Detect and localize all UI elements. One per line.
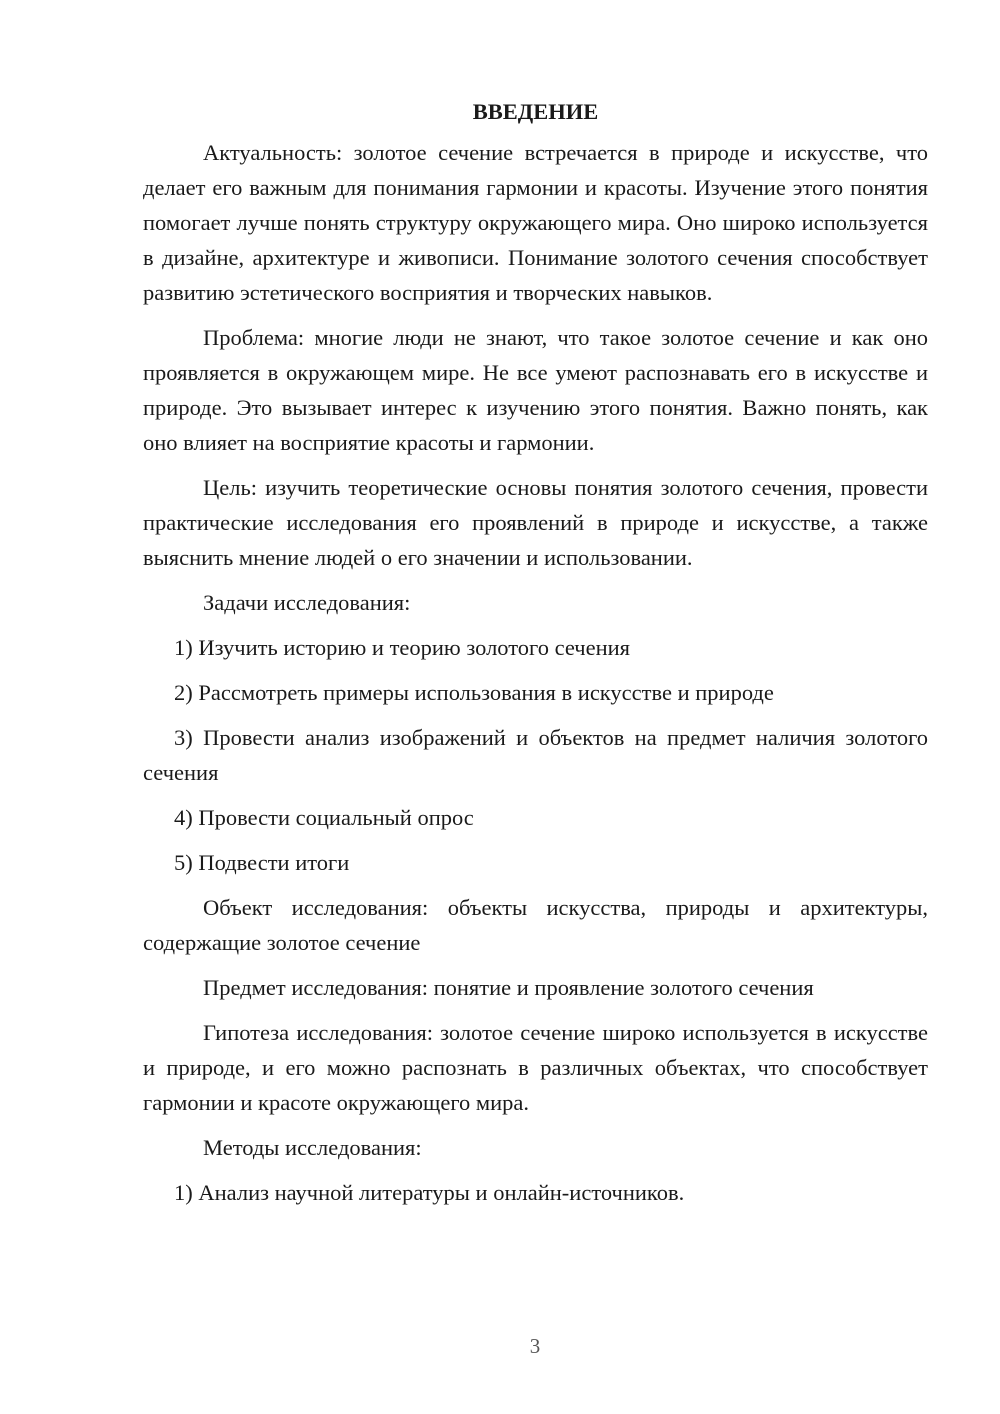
problem-paragraph: Проблема: многие люди не знают, что такое золотое сечение и как оно проявляется в окружающем мире. Не все умеют распознавать его в искусстве и природе. Это вызывает интерес к изучению этого понятия. Важно понять, как оно влияет на восприятие красоты и гармонии. [143,325,928,455]
task-item: 3) Провести анализ изображений и объектов на предмет наличия золотого сечения [143,725,928,785]
task-item: 4) Провести социальный опрос [174,805,474,830]
task-item: 5) Подвести итоги [174,850,350,875]
task-item: 1) Изучить историю и теорию золотого сечения [174,635,630,660]
relevance-paragraph: Актуальность: золотое сечение встречается в природе и искусстве, что делает его важным для понимания гармонии и красоты. Изучение этого понятия помогает лучше понять структуру окружающего мира. Оно широко используется в дизайне, архитектуре и живописи. Понимание золотого сечения способствует развитию эстетического восприятия и творческих навыков. [143,140,928,305]
methods-title: Методы исследования: [203,1135,422,1160]
tasks-title: Задачи исследования: [203,590,411,615]
page-number: 3 [529,1334,541,1358]
page-content [143,94,928,1220]
section-heading: ВВЕДЕНИЕ [472,99,599,124]
method-item: 1) Анализ научной литературы и онлайн-источников. [174,1180,685,1205]
object-paragraph: Объект исследования: объекты искусства, природы и архитектуры, содержащие золотое сечение [143,895,928,955]
goal-paragraph: Цель: изучить теоретические основы понятия золотого сечения, провести практические исследования его проявлений в природе и искусстве, а также выяснить мнение людей о его значении и использовании. [143,475,928,570]
hypothesis-paragraph: Гипотеза исследования: золотое сечение широко используется в искусстве и природе, и его можно распознать в различных объектах, что способствует гармонии и красоте окружающего мира. [143,1020,928,1115]
task-item: 2) Рассмотреть примеры использования в искусстве и природе [174,680,774,705]
subject-paragraph: Предмет исследования: понятие и проявление золотого сечения [203,975,814,1000]
